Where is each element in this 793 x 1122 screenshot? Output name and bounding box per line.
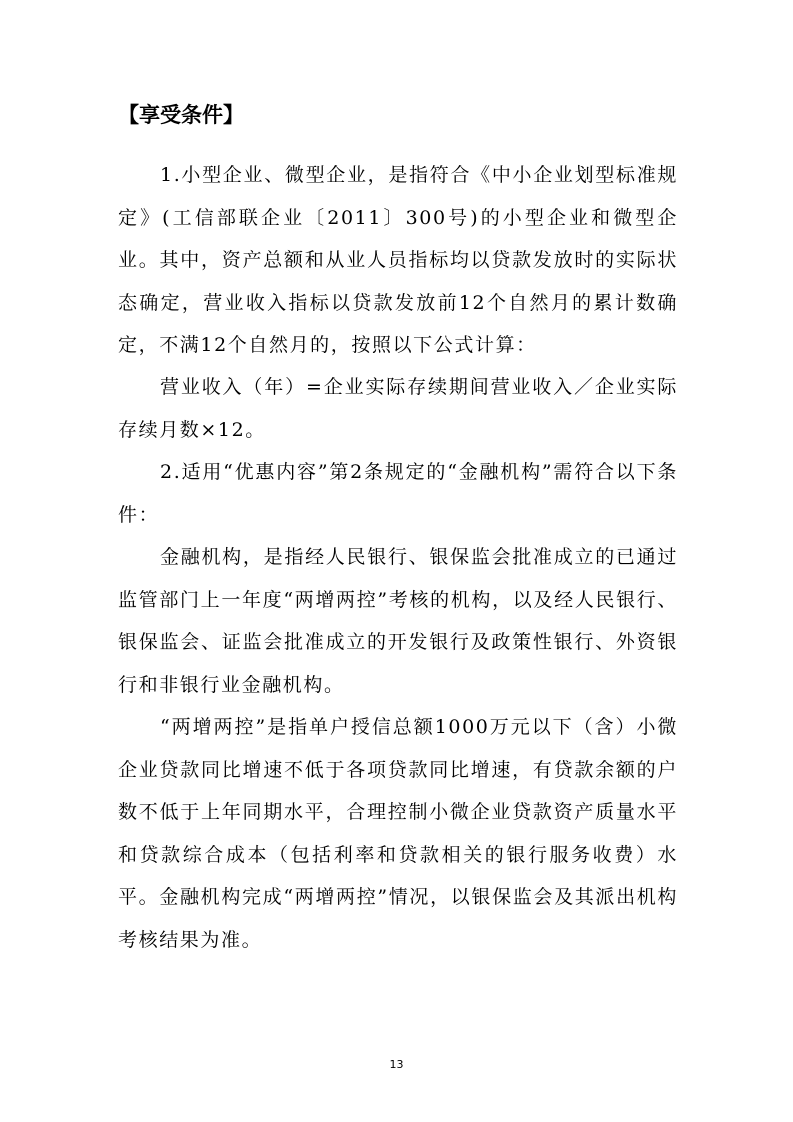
page-number: 13: [389, 1058, 404, 1071]
paragraph-financial-institution-conditions: 2.适用“优惠内容”第2条规定的“金融机构”需符合以下条件：: [118, 461, 678, 526]
paragraph-revenue-formula: 营业收入（年）=企业实际存续期间营业收入／企业实际存续月数×12。: [118, 376, 678, 441]
paragraph-financial-institution-definition: 金融机构，是指经人民银行、银保监会批准成立的已通过监管部门上一年度“两增两控”考核的机构，以及经人民银行、银保监会、证监会批准成立的开发银行及政策性银行、外资银行和非银行业金融机构。: [118, 546, 678, 696]
paragraph-enterprise-definition: 1.小型企业、微型企业，是指符合《中小企业划型标准规定》(工信部联企业〔2011〕300号)的小型企业和微型企业。其中，资产总额和从业人员指标均以贷款发放时的实际状态确定，营业收入指标以贷款发放前12个自然月的累计数确定，不满12个自然月的，按照以下公式计算：: [118, 164, 678, 356]
section-heading: 【享受条件】: [118, 103, 244, 127]
paragraph-two-increase-two-control: “两增两控”是指单户授信总额1000万元以下（含）小微企业贷款同比增速不低于各项贷款同比增速，有贷款余额的户数不低于上年同期水平，合理控制小微企业贷款资产质量水平和贷款综合成本（包括利率和贷款相关的银行服务收费）水平。金融机构完成“两增两控”情况，以银保监会及其派出机构考核结果为准。: [118, 716, 678, 951]
